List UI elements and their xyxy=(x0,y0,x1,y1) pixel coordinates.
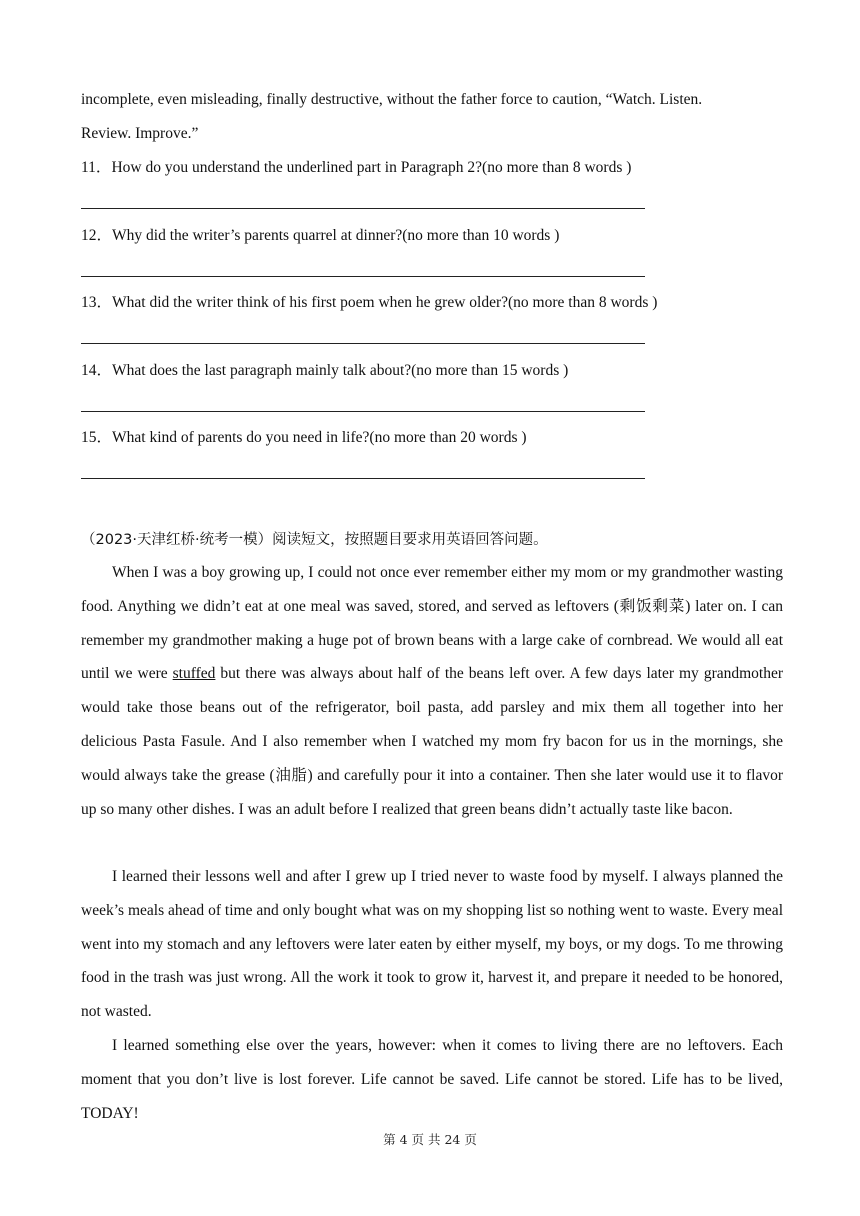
question-text: What does the last paragraph mainly talk about?(no more than 15 words ) xyxy=(112,362,569,379)
section-header: （2023·天津红桥·统考一模）阅读短文，按照题目要求用英语回答问题。 xyxy=(81,532,548,548)
question-number: 15． xyxy=(81,429,113,446)
question-11 xyxy=(81,158,783,178)
page-footer: 第 4 页 共 24 页 xyxy=(383,1132,477,1147)
underlined-word: stuffed xyxy=(172,665,216,683)
question-text: Why did the writer’s parents quarrel at dinner?(no more than 10 words ) xyxy=(112,227,560,244)
question-text: What did the writer think of his first poem when he grew older?(no more than 8 words ) xyxy=(112,294,658,311)
passage-paragraph-2: I learned their lessons well and after I grew up I tried never to waste food by myself. I always planned the week’s meals ahead of time and only bought what was on my shopping list so nothing went to waste. Every meal went into my stomach and any leftovers were later eaten by either myself, my boys, or my dogs. To me throwing food in the trash was just wrong. All the work it took to grow it, harvest it, and prepare it needed to be honored, not wasted. xyxy=(81,868,783,1021)
question-number: 14． xyxy=(81,362,113,379)
question-14 xyxy=(81,361,783,381)
continuation-line-1: incomplete, even misleading, finally destructive, without the father force to caution, “Watch. Listen. xyxy=(81,91,703,108)
question-number: 13． xyxy=(81,294,113,311)
answer-line-14[interactable] xyxy=(81,411,645,412)
passage-text: but there was always about half of the beans left over. A few days later my grandmother would take those beans out of the refrigerator, boil pasta, add parsley and mix them all together into her delicious Pasta Fasule. And I also remember when I watched my mom fry bacon for us in the mornings, she would always take the grease (油脂) and carefully pour it into a container. Then she later would use it to flavor up so many other dishes. I was an adult before I realized that green beans didn’t actually taste like bacon. xyxy=(81,665,784,818)
passage-paragraph-3: I learned something else over the years, however: when it comes to living there are no leftovers. Each moment that you don’t live is lost forever. Life cannot be saved. Life cannot be stored. Life has to be lived, TODAY! xyxy=(81,1037,783,1122)
question-text: How do you understand the underlined part in Paragraph 2?(no more than 8 words ) xyxy=(111,159,632,176)
question-number: 12． xyxy=(81,227,113,244)
answer-line-13[interactable] xyxy=(81,343,645,344)
question-number: 11． xyxy=(81,159,112,176)
passage-paragraph-1 xyxy=(81,556,783,826)
answer-line-11[interactable] xyxy=(81,208,645,209)
passage-text: When I was a boy growing up, I could not once ever remember either my mom or my grandmother wasting food. Anything we didn’t eat at one meal was saved, stored, and served as leftovers (剩饭剩菜) later on. I can remember my grandmother making a huge pot of brown beans with a large cake of cornbread. We would all eat until we were xyxy=(81,564,783,683)
continuation-line-2: Review. Improve.” xyxy=(81,125,199,142)
question-13 xyxy=(81,293,783,313)
answer-line-15[interactable] xyxy=(81,478,645,479)
question-12 xyxy=(81,226,783,246)
answer-line-12[interactable] xyxy=(81,276,645,277)
question-text: What kind of parents do you need in life?(no more than 20 words ) xyxy=(112,429,527,446)
question-15 xyxy=(81,428,783,448)
